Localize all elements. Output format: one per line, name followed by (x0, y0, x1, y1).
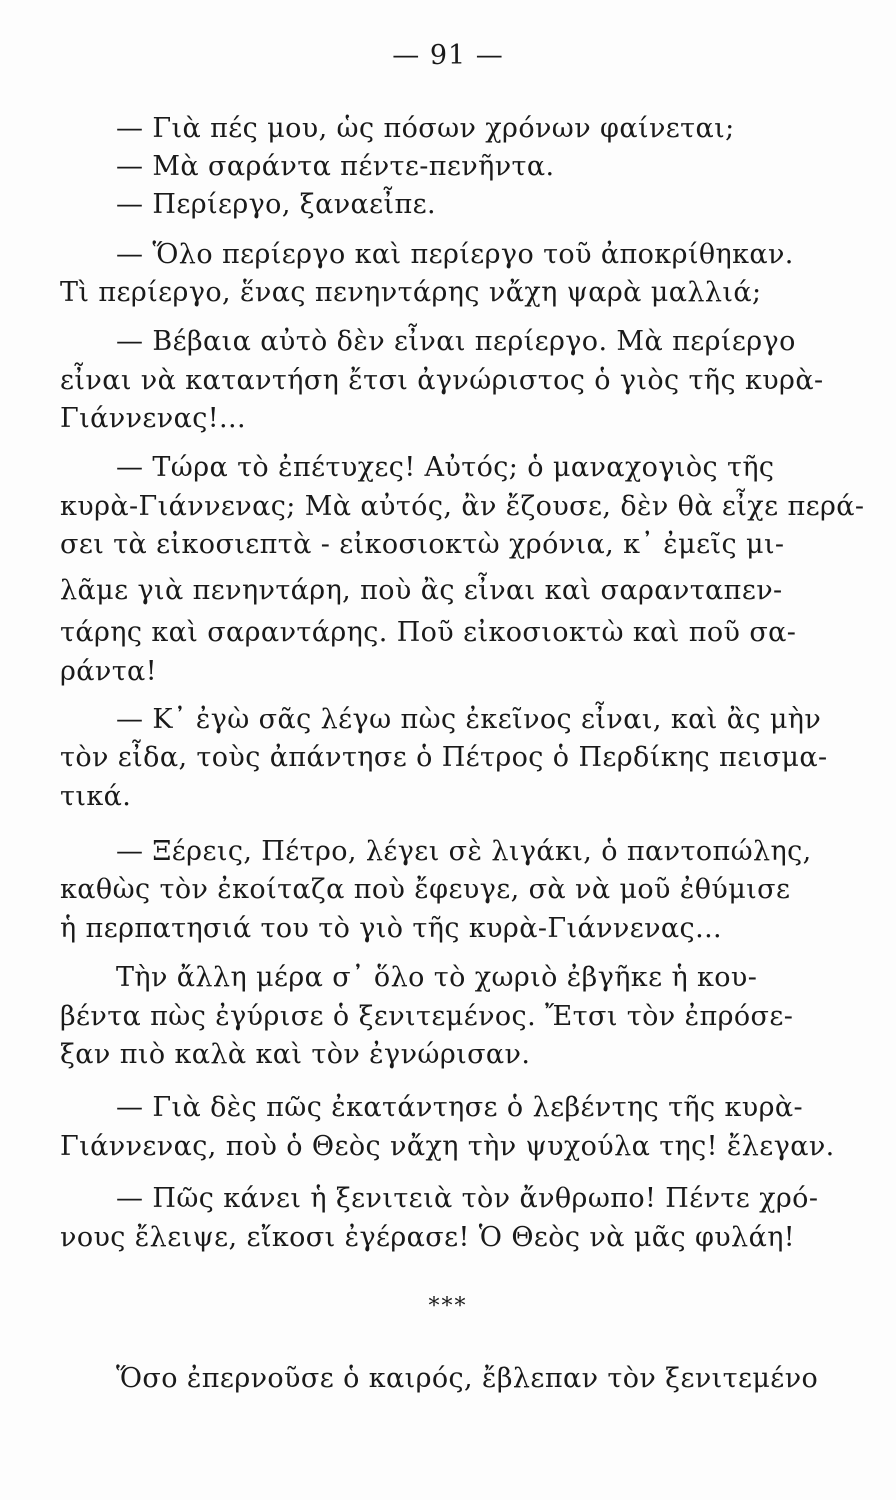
text-line-3: — Περίεργο, ξαναεἶπε. (116, 189, 437, 220)
text-line-7: εἶναι νὰ καταντήση ἔτσι ἀγνώριστος ὁ γιὸς τῆς κυρὰ- (60, 365, 824, 396)
text-line-14: ράντα! (60, 656, 157, 687)
text-line-12: λᾶμε γιὰ πενηντάρη, ποὺ ἂς εἶναι καὶ σαρανταπεν- (60, 575, 783, 606)
text-line-22: βέντα πὼς ἐγύρισε ὁ ξενιτεμένος. Ἔτσι τὸν ἐπρόσε- (60, 1001, 794, 1032)
text-line-4: — Ὅλο περίεργο καὶ περίεργο τοῦ ἀποκρίθηκαν. (116, 239, 794, 270)
text-line-9: — Τώρα τὸ ἐπέτυχες! Αὐτός; ὁ μαναχογιὸς τῆς (116, 452, 775, 483)
text-line-15: — Κ᾿ ἐγὼ σᾶς λέγω πὼς ἐκεῖνος εἶναι, καὶ ἂς μὴν (116, 704, 822, 735)
text-line-8: Γιάννενας!... (60, 403, 246, 434)
text-line-20: ἡ περπατησιά του τὸ γιὸ τῆς κυρὰ-Γιάννενας... (60, 913, 723, 944)
text-line-25: Γιάννενας, ποὺ ὁ Θεὸς νἄχη τὴν ψυχούλα της! ἔλεγαν. (60, 1131, 835, 1162)
text-line-18: — Ξέρεις, Πέτρο, λέγει σὲ λιγάκι, ὁ παντοπώλης, (116, 836, 812, 867)
text-line-27: νους ἔλειψε, εἴκοσι ἐγέρασε! Ὁ Θεὸς νὰ μᾶς φυλάη! (60, 1222, 796, 1253)
text-line-21: Τὴν ἄλλη μέρα σ᾿ ὅλο τὸ χωριὸ ἐβγῆκε ἡ κου- (116, 962, 758, 993)
text-line-5: Τὶ περίεργο, ἕνας πενηντάρης νἄχη ψαρὰ μαλλιά; (60, 277, 762, 308)
text-line-19: καθὼς τὸν ἐκοίταζα ποὺ ἔφευγε, σὰ νὰ μοῦ ἐθύμισε (60, 874, 791, 905)
text-line-26: — Πῶς κάνει ἡ ξενιτειὰ τὸν ἄνθρωπο! Πέντε χρό- (116, 1183, 819, 1214)
text-line-17: τικά. (60, 781, 132, 812)
text-line-6: — Βέβαια αὐτὸ δὲν εἶναι περίεργο. Μὰ περίεργο (116, 326, 796, 357)
text-line-2: — Μὰ σαράντα πέντε-πενῆντα. (116, 151, 555, 182)
text-line-10: κυρὰ-Γιάννενας; Μὰ αὐτός, ἂν ἔζουσε, δὲν θὰ εἶχε περά- (60, 491, 865, 522)
text-line-24: — Γιὰ δὲς πῶς ἐκατάντησε ὁ λεβέντης τῆς κυρὰ- (116, 1092, 804, 1123)
text-line-23: ξαν πιὸ καλὰ καὶ τὸν ἐγνώρισαν. (60, 1039, 531, 1070)
section-separator: *** (428, 1294, 468, 1319)
page-number: — 91 — (392, 40, 504, 71)
text-line-16: τὸν εἶδα, τοὺς ἀπάντησε ὁ Πέτρος ὁ Περδίκης πεισμα- (60, 742, 828, 773)
text-line-13: τάρης καὶ σαραντάρης. Ποῦ εἰκοσιοκτὼ καὶ ποῦ σα- (60, 617, 797, 648)
text-line-11: σει τὰ εἰκοσιεπτὰ - εἰκοσιοκτὼ χρόνια, κ᾿ ἐμεῖς μι- (60, 529, 785, 560)
text-line-1: — Γιὰ πές μου, ὡς πόσων χρόνων φαίνεται; (116, 113, 735, 144)
text-line-28: Ὅσο ἐπερνοῦσε ὁ καιρός, ἔβλεπαν τὸν ξενιτεμένο (116, 1363, 819, 1394)
